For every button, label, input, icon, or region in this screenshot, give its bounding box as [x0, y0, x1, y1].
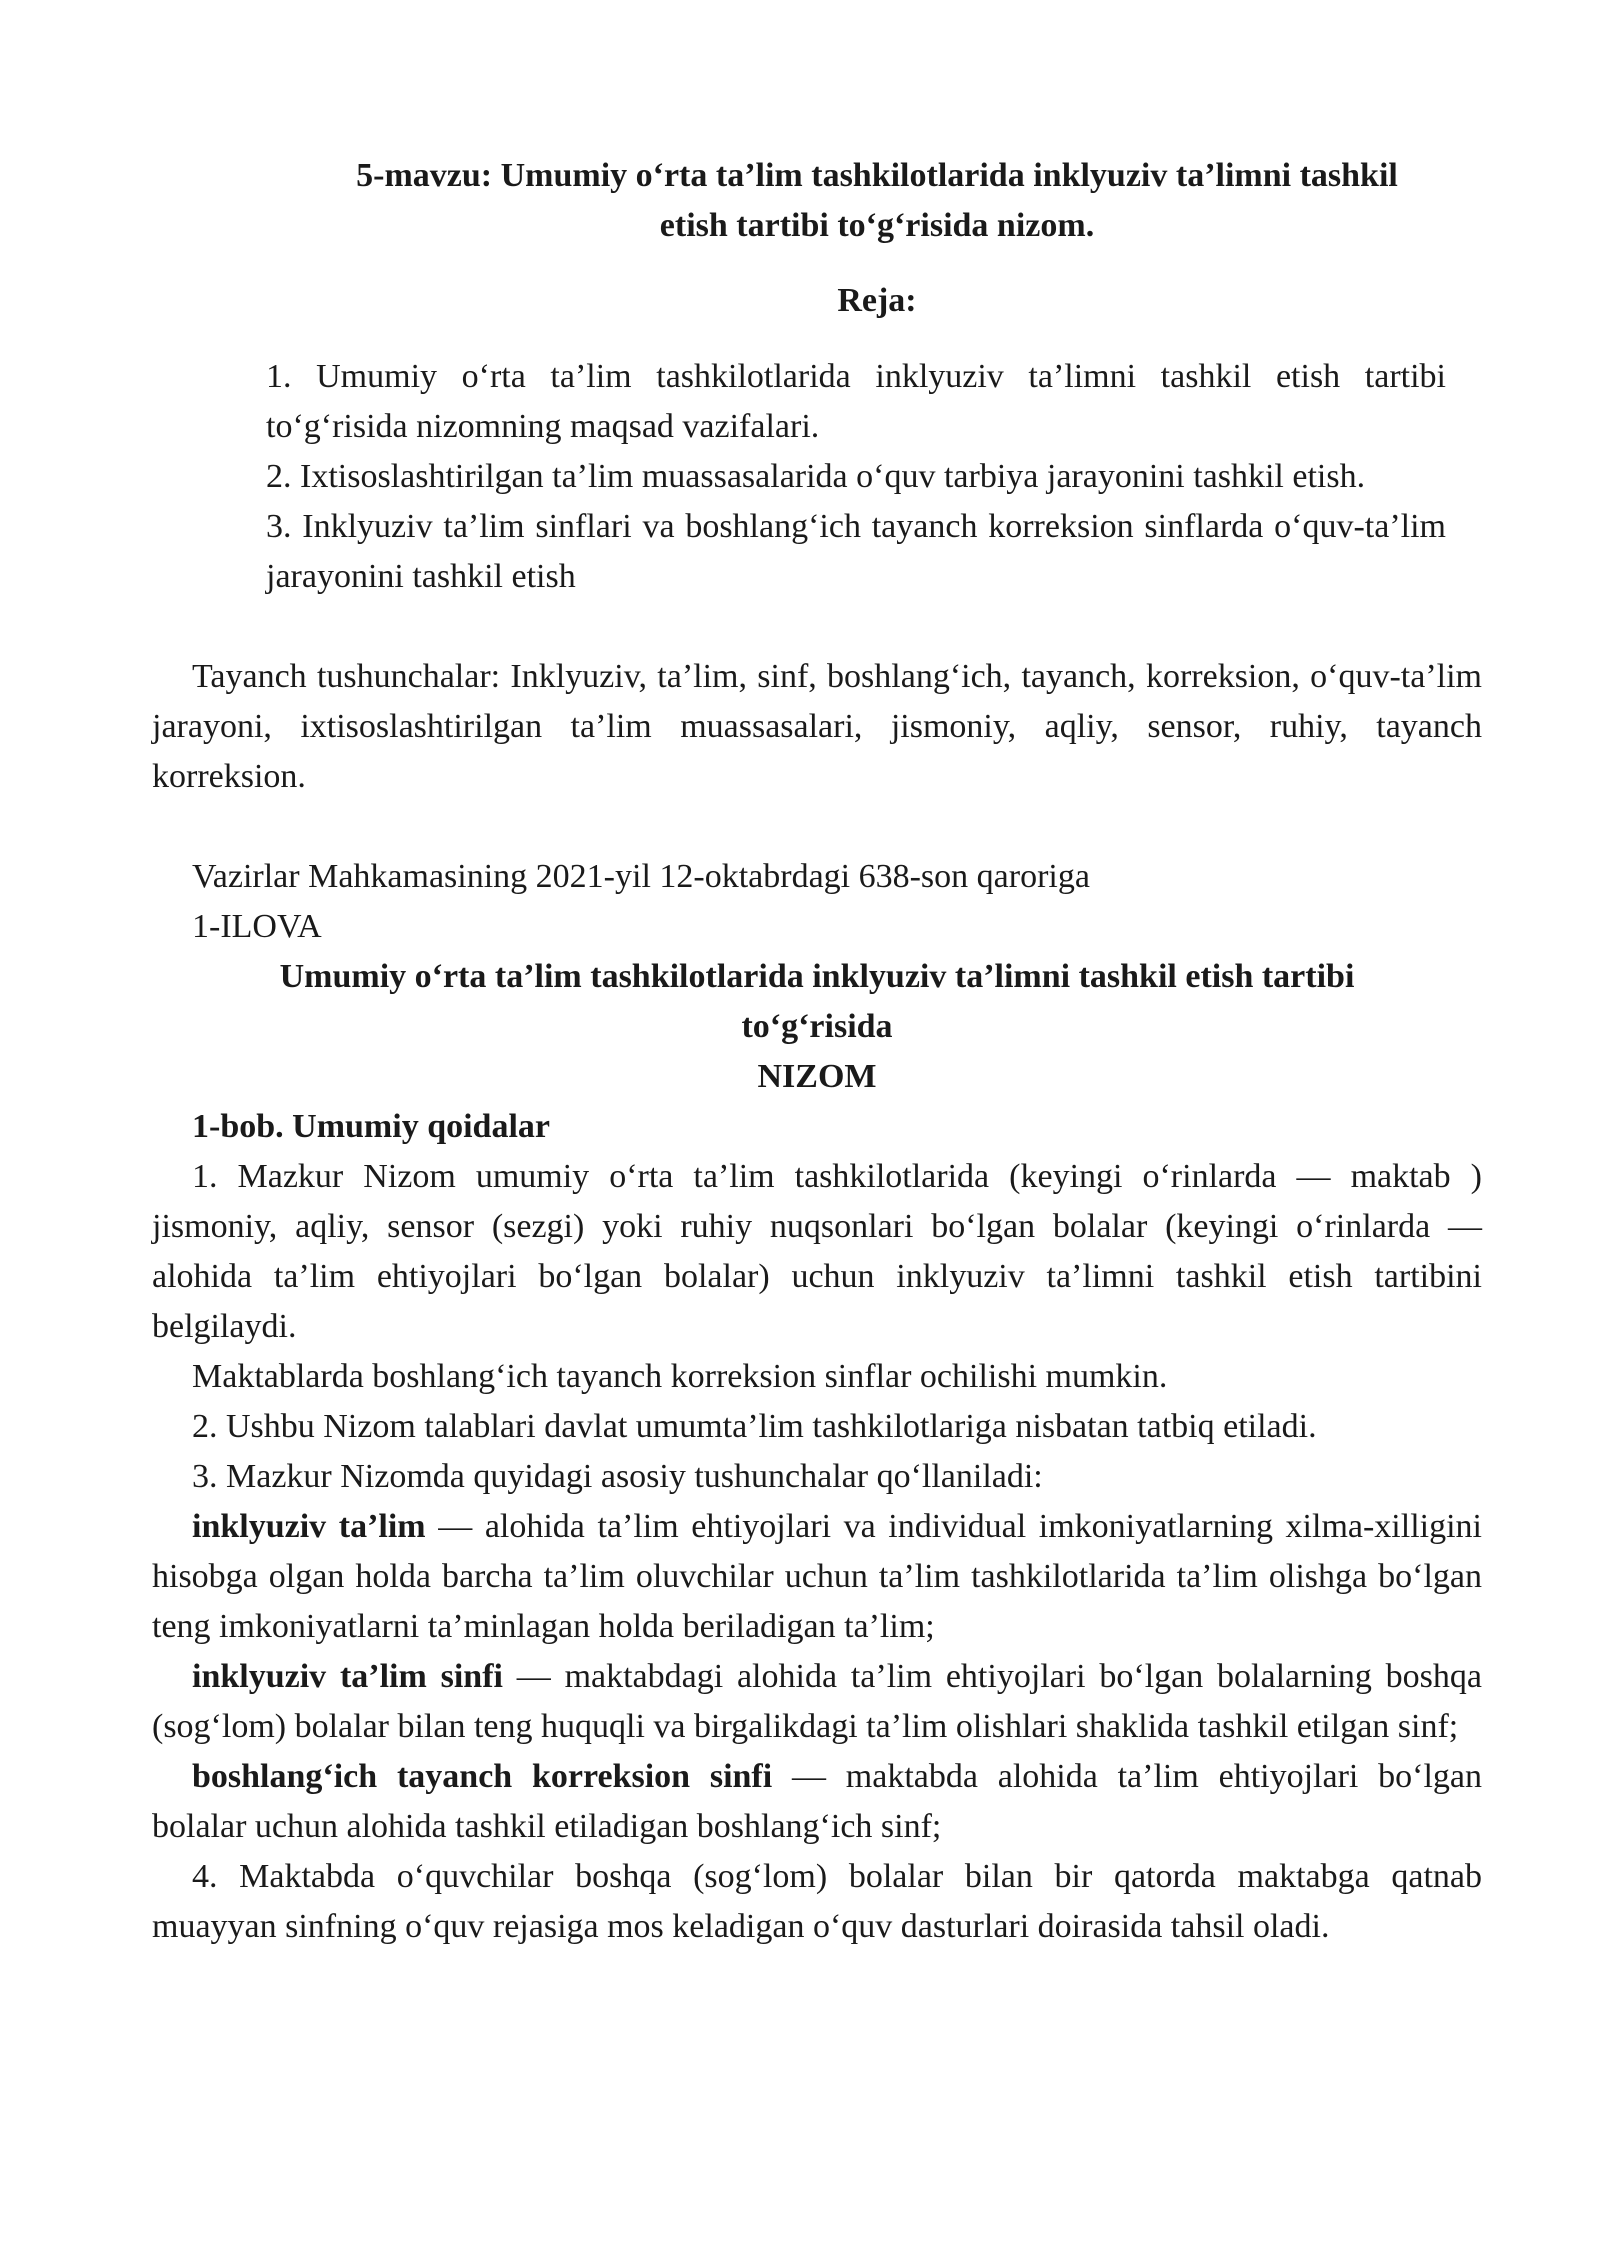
definition-text: — maktabda alohida ta’lim ehtiyojlari bo‘lgan bolalar uchun alohida tashkil etiladigan boshlang‘ich sinf;: [152, 1758, 1482, 1845]
topic-title: [292, 151, 1462, 251]
chapter-heading: 1-bob. Umumiy qoidalar: [192, 1108, 550, 1145]
definition-inclusive-education: [152, 1502, 1482, 1652]
paragraph-1b: Maktablarda boshlang‘ich tayanch korreksion sinflar ochilishi mumkin.: [192, 1358, 1168, 1395]
key-concepts-section: [152, 652, 1482, 802]
plan-list: [266, 352, 1446, 602]
plan-item-3: 3. Inklyuziv ta’lim sinflari va boshlang‘ich tayanch korreksion sinflarda o‘quv-ta’lim jarayonini tashkil etish: [266, 508, 1446, 595]
paragraph-4: 4. Maktabda o‘quvchilar boshqa (sog‘lom) bolalar bilan bir qatorda maktabga qatnab muayyan sinfning o‘quv rejasiga mos keladigan o‘quv dasturlari doirasida tahsil oladi.: [152, 1858, 1482, 1945]
definition-term: inklyuziv ta’lim: [192, 1508, 426, 1545]
key-concepts: Tayanch tushunchalar: Inklyuziv, ta’lim, sinf, boshlang‘ich, tayanch, korreksion, o‘quv-ta’lim jarayoni, ixtisoslashtirilgan ta’lim muassasalari, jismoniy, aqliy, sensor, ruhiy, tayanch korreksion.: [152, 658, 1482, 795]
definition-term: inklyuziv ta’lim sinfi: [192, 1658, 503, 1695]
definition-text: — maktabdagi alohida ta’lim ehtiyojlari bo‘lgan bolalarning boshqa (sog‘lom) bolalar bilan teng huquqli va birgalikdagi ta’lim olishlari shaklida tashkil etilgan sinf;: [152, 1658, 1482, 1745]
nizom-section: [152, 852, 1482, 1952]
topic-title-line2: etish tartibi to‘g‘risida nizom.: [659, 207, 1095, 244]
definition-term: boshlang‘ich tayanch korreksion sinfi: [192, 1758, 773, 1795]
paragraph-2: 2. Ushbu Nizom talablari davlat umumta’lim tashkilotlariga nisbatan tatbiq etiladi.: [192, 1408, 1317, 1445]
paragraph-3: 3. Mazkur Nizomda quyidagi asosiy tushunchalar qo‘llaniladi:: [192, 1458, 1043, 1495]
appendix-reference: Vazirlar Mahkamasining 2021-yil 12-oktabrdagi 638-son qaroriga: [192, 858, 1090, 895]
plan-item-2: 2. Ixtisoslashtirilgan ta’lim muassasalarida o‘quv tarbiya jarayonini tashkil etish.: [266, 458, 1366, 495]
nizom-title-line3: NIZOM: [757, 1058, 877, 1095]
definition-text: — alohida ta’lim ehtiyojlari va individual imkoniyatlarning xilma-xilligini hisobga olgan holda barcha ta’lim oluvchilar uchun ta’lim tashkilotlarida ta’lim olishga bo‘lgan teng imkoniyatlarni ta’minlagan holda beriladigan ta’lim;: [152, 1508, 1482, 1645]
appendix-label: 1-ILOVA: [192, 908, 322, 945]
topic-title-line1: 5-mavzu: Umumiy o‘rta ta’lim tashkilotlarida inklyuziv ta’limni tashkil: [356, 157, 1398, 194]
plan-item-1: 1. Umumiy o‘rta ta’lim tashkilotlarida inklyuziv ta’limni tashkil etish tartibi to‘g‘risida nizomning maqsad vazifalari.: [266, 358, 1446, 445]
nizom-title-line2: to‘g‘risida: [741, 1008, 893, 1045]
nizom-title-line1: Umumiy o‘rta ta’lim tashkilotlarida inklyuziv ta’limni tashkil etish tartibi: [279, 958, 1355, 995]
plan-heading: Reja:: [837, 282, 917, 319]
definition-correction-class: [152, 1752, 1482, 1852]
paragraph-1: 1. Mazkur Nizom umumiy o‘rta ta’lim tashkilotlarida (keyingi o‘rinlarda — maktab ) jismoniy, aqliy, sensor (sezgi) yoki ruhiy nuqsonlari bo‘lgan bolalar (keyingi o‘rinlarda — alohida ta’lim ehtiyojlari bo‘lgan bolalar) uchun inklyuziv ta’limni tashkil etish tartibini belgilaydi.: [152, 1158, 1482, 1345]
definition-inclusive-class: [152, 1652, 1482, 1752]
